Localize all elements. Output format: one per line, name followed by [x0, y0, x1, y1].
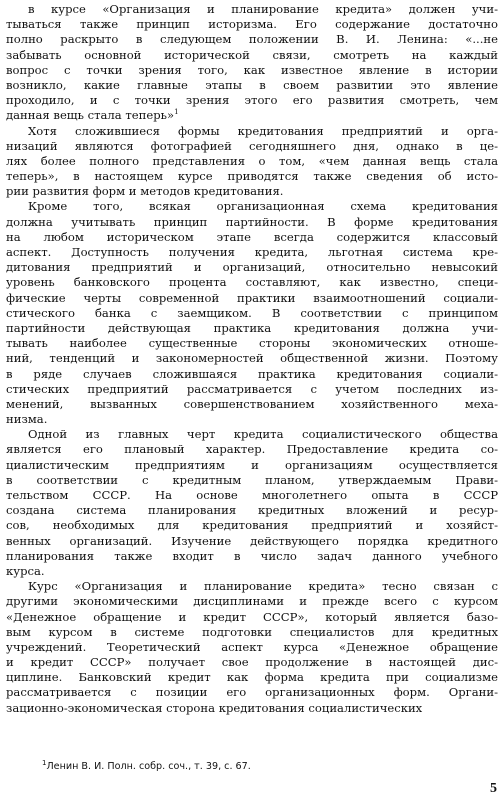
text-line: [6, 534, 498, 549]
text-line-content: и кредит СССР» получает свое продолжение в настоящей дис-: [6, 655, 498, 670]
text-line-content: Кроме того, всякая организационная схема кредитования: [28, 199, 498, 214]
text-line: [6, 306, 498, 321]
text-line-content: планирования также входит в число задач данного учебного: [6, 548, 498, 563]
body-text: [6, 2, 498, 716]
text-line: [6, 625, 498, 640]
text-line: [6, 215, 498, 230]
text-line-content: возникло, какие главные этапы в своем развитии это явление: [6, 77, 498, 92]
text-line: [6, 230, 498, 245]
text-line-content: фические черты современной практики взаимоотношений социали-: [6, 290, 498, 305]
paragraph: [6, 2, 498, 124]
text-line: [6, 275, 498, 290]
text-line: [6, 124, 498, 139]
text-line: [6, 427, 498, 442]
text-line-content: Хотя сложившиеся формы кредитования предприятий и орга-: [28, 123, 498, 138]
text-line-content: Курс «Организация и планирование кредита» тесно связан с: [28, 579, 498, 594]
text-line: [6, 640, 498, 655]
text-line: [6, 610, 498, 625]
text-line-content: в соответствии с кредитным планом, утверждаемым Прави-: [6, 472, 498, 487]
text-line: [6, 17, 498, 32]
text-line: [6, 473, 498, 488]
text-line-content: низаций являются фотографией сегодняшнего дня, однако в це-: [6, 138, 498, 153]
text-line-content: вым курсом в системе подготовки специалистов для кредитных: [6, 624, 498, 639]
text-line: [6, 336, 498, 351]
text-line: [6, 367, 498, 382]
text-line-content: курса.: [6, 563, 45, 578]
text-line: [6, 458, 498, 473]
text-line: [6, 442, 498, 457]
text-line-content: стического банка с заемщиком. В соответствии с принципом: [6, 305, 498, 320]
footnote-reference: 1: [174, 108, 179, 117]
paragraph: [6, 579, 498, 716]
text-line: [6, 108, 498, 123]
text-line-content: циплине. Банковский кредит как форма кредита при социализме: [6, 670, 498, 685]
footnote-text: Ленин В. И. Полн. собр. соч., т. 39, с. 67.: [46, 761, 251, 772]
text-line-content: создана система планирования кредитных вложений и ресур-: [6, 503, 498, 518]
text-line: [6, 412, 498, 427]
text-line-content: сов, необходимых для кредитования предприятий и хозяйст-: [6, 518, 498, 533]
text-line: [6, 32, 498, 47]
text-line: [6, 78, 498, 93]
text-line-content: тывать наиболее существенные стороны экономических отноше-: [6, 336, 498, 351]
text-line-content: учреждений. Теоретический аспект курса «Денежное обращение: [6, 639, 498, 654]
text-line: [6, 518, 498, 533]
text-line-content: рассматривается с позиции его организационных форм. Органи-: [6, 685, 498, 700]
text-line: [6, 351, 498, 366]
text-line: [6, 63, 498, 78]
text-line-content: полно раскрыто в следующем положении В. И. Ленина: «...не: [6, 32, 498, 47]
text-line-content: рии развития форм и методов кредитования.: [6, 184, 284, 199]
text-line-content: вопрос с точки зрения того, как известное явление в истории: [6, 62, 498, 77]
text-line-content: должна учитывать принцип партийности. В форме кредитования: [6, 214, 498, 229]
text-line: [6, 48, 498, 63]
text-line-content: другими экономическими дисциплинами и прежде всего с курсом: [6, 594, 498, 609]
text-line: [6, 488, 498, 503]
page-number: 5: [490, 781, 497, 796]
text-line: [6, 549, 498, 564]
text-line-content: лях более полного представления о том, «чем данная вещь стала: [6, 153, 498, 168]
text-line: [6, 655, 498, 670]
paragraph: [6, 199, 498, 427]
text-line-content: уровень банковского процента составляют, как известно, специ-: [6, 275, 498, 290]
text-line-content: в курсе «Организация и планирование кредита» должен учи-: [28, 2, 498, 16]
text-line: [6, 184, 498, 199]
text-line: [6, 139, 498, 154]
text-line-content: партийности действующая практика кредитования должна учи-: [6, 320, 498, 335]
text-line: [6, 670, 498, 685]
text-line-content: низма.: [6, 412, 48, 427]
text-line-content: стических предприятий рассматривается с учетом последних из-: [6, 381, 498, 396]
paragraph: [6, 124, 498, 200]
text-line: [6, 93, 498, 108]
text-line: [6, 321, 498, 336]
text-line: [6, 382, 498, 397]
text-line-content: зационно-экономическая сторона кредитования социалистических: [6, 700, 423, 715]
text-line-content: «Денежное обращение и кредит СССР», который является базо-: [6, 609, 498, 624]
text-line: [6, 397, 498, 412]
footnote: [42, 758, 251, 772]
text-line: [6, 594, 498, 609]
text-line-content: ний, тенденций и закономерностей общественной жизни. Поэтому: [6, 351, 498, 366]
text-line-content: в ряде случаев сложившаяся практика кредитования социали-: [6, 366, 498, 381]
text-line: [6, 245, 498, 260]
text-line: [6, 701, 498, 716]
text-line-content: проходило, и с точки зрения этого его развития смотреть, чем: [6, 93, 498, 108]
text-line: [6, 503, 498, 518]
text-line-content: является его плановый характер. Предоставление кредита со-: [6, 442, 498, 457]
text-line-content: Одной из главных черт кредита социалистического общества: [28, 427, 498, 442]
text-line-content: венных организаций. Изучение действующего порядка кредитного: [6, 533, 498, 548]
text-line-content: забывать основной исторической связи, смотреть на каждый: [6, 47, 498, 62]
text-line-content: тываться также принцип историзма. Его содержание достаточно: [6, 17, 498, 32]
text-line-content: циалистическим предприятиям и организациям осуществляется: [6, 457, 498, 472]
text-line-content: теперь», в настоящем курсе приводятся также сведения об исто-: [6, 169, 498, 184]
text-line: [6, 260, 498, 275]
text-line-content: дитования предприятий и организаций, относительно невысокий: [6, 260, 498, 275]
text-line: [6, 199, 498, 214]
text-line: [6, 2, 498, 17]
footnote-marker: 1: [42, 758, 47, 767]
text-line: [6, 579, 498, 594]
text-line: [6, 291, 498, 306]
text-line: [6, 169, 498, 184]
text-line: [6, 564, 498, 579]
text-line: [6, 154, 498, 169]
text-line-content: аспект. Доступность получения кредита, льготная система кре-: [6, 245, 498, 259]
text-line-content: на любом историческом этапе всегда содержится классовый: [6, 229, 498, 244]
text-line: [6, 685, 498, 700]
text-line-content: менений, вызванных совершенствованием хозяйственного меха-: [6, 396, 498, 411]
text-line-content: данная вещь стала теперь»: [6, 108, 175, 123]
text-line-content: тельством СССР. На основе многолетнего опыта в СССР: [6, 488, 498, 502]
paragraph: [6, 427, 498, 579]
